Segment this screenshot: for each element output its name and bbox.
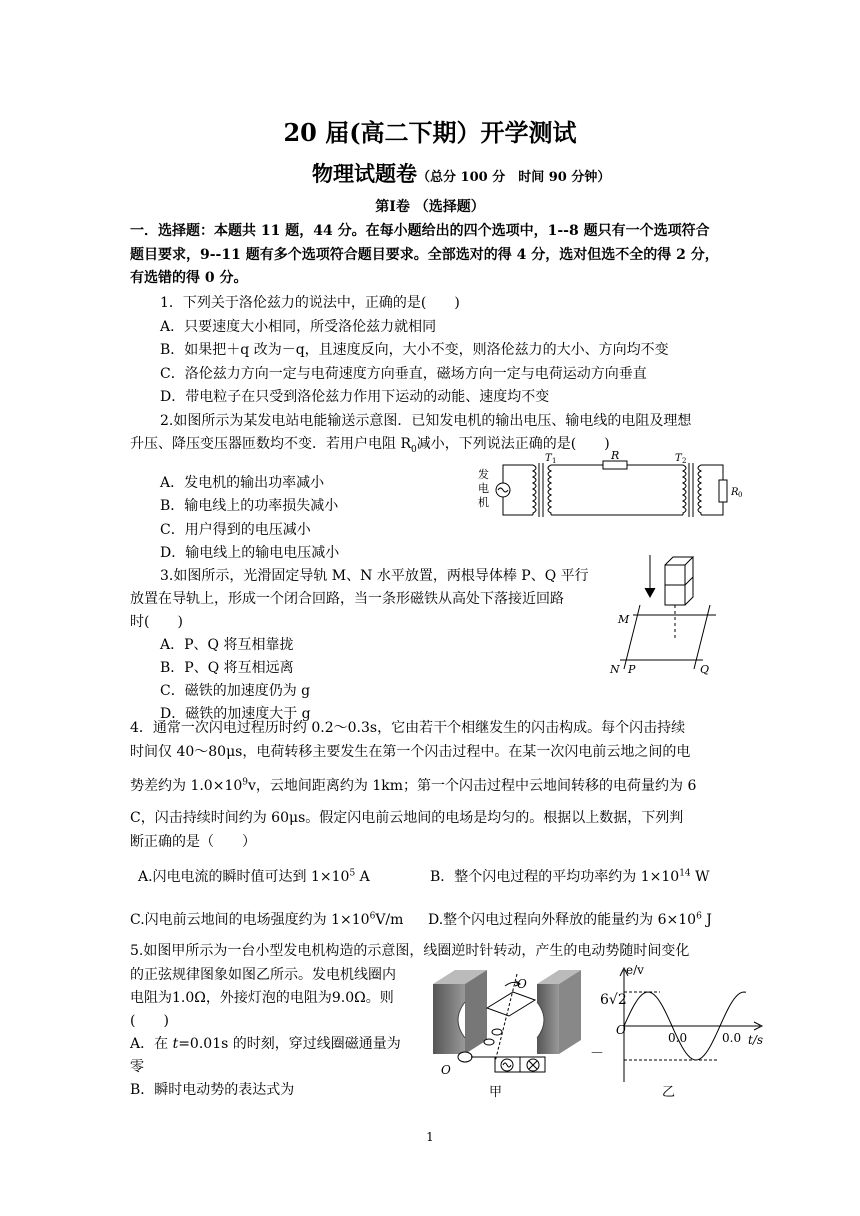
q4-stem-line: 时间仅 40～80μs，电荷转移主要发生在第一个闪击过程中。在某一次闪电前云地之间的电	[130, 744, 691, 760]
q5-variable: t	[172, 1036, 179, 1052]
subtitle-note: （总分 100 分 时间 90 分钟）	[417, 170, 611, 185]
rod-q-label: Q	[700, 663, 710, 676]
q3-option-a: A．P、Q 将互相靠拢	[160, 637, 294, 653]
transformer-t1-primary	[533, 465, 536, 515]
q1-option-c: C．洛伦兹力方向一定与电荷速度方向垂直，磁场方向一定与电荷运动方向垂直	[160, 366, 647, 382]
q3-stem-line: 3.如图所示，光滑固定导轨 M、N 水平放置，两根导体棒 P、Q 平行	[160, 568, 589, 584]
q4-option-text: D.整个闪电过程向外释放的能量约为 6×10	[428, 912, 697, 928]
t2-label: T	[675, 453, 682, 464]
transformer-t1-secondary	[548, 465, 551, 515]
q5-text: =0.01s 的时刻，穿过线圈磁通量为	[178, 1036, 401, 1052]
rail-n-label: N	[610, 663, 620, 676]
origin-label: O	[616, 1023, 626, 1037]
x-tick-label: 0.0	[668, 1031, 688, 1045]
q4-superscript: 5	[349, 868, 356, 879]
q3-stem-line: 放置在导轨上，形成一个闭合回路，当一条形磁铁从高处下落接近回路	[130, 591, 564, 607]
r0-subscript: 0	[738, 491, 743, 499]
resistor-r0	[719, 480, 727, 502]
r0-label: R	[731, 487, 739, 498]
power-transmission-diagram	[475, 450, 755, 525]
subtitle: 物理试题卷	[312, 161, 417, 186]
subtitle-block	[312, 158, 610, 188]
magnet-rail-diagram	[608, 545, 738, 680]
q3-option-c: C．磁铁的加速度仍为 g	[160, 683, 311, 699]
q4-stem-line: 断正确的是（ ）	[130, 834, 256, 850]
generator-structure-diagram	[425, 962, 585, 1100]
rod-p-label: P	[628, 663, 636, 676]
q4-stem-line	[130, 775, 696, 795]
rail-m-label: M	[618, 613, 630, 626]
q2-stem-text: 减小，下列说法正确的是( )	[416, 436, 610, 452]
q5-stem-line: 5.如图甲所示为一台小型发电机构造的示意图，线圈逆时针转动，产生的电动势随时间变化	[130, 943, 690, 959]
q2-option-c: C．用户得到的电压减小	[160, 522, 311, 538]
q4-superscript: 6	[369, 911, 376, 922]
section-instruction-line: 题目要求，9--11 题有多个选项符合题目要求。全部选对的得 4 分，选对但选不全的得 2 分，	[130, 247, 719, 263]
q4-option-b	[430, 866, 710, 886]
generator-label: 电	[478, 482, 489, 495]
q4-superscript: 6	[696, 911, 702, 922]
q4-option-text: A.闪电电流的瞬时值可达到 1×10	[138, 869, 350, 885]
q5-option-a-cont: 零	[130, 1059, 144, 1075]
rotation-axis	[495, 974, 517, 1062]
q4-superscript: 14	[679, 868, 691, 879]
q4-superscript: 9	[242, 777, 248, 788]
q3-option-d: D．磁铁的加速度大于 g	[160, 706, 311, 722]
q2-option-d: D．输电线上的输电电压减小	[160, 545, 340, 561]
q4-option-text: V/m	[375, 912, 404, 928]
q4-option-text: B．整个闪电过程的平均功率约为 1×10	[430, 869, 680, 885]
axis-label-bottom: O	[441, 1063, 451, 1077]
q4-option-text: A	[355, 869, 370, 885]
q5-stem-line: 电阻为1.0Ω，外接灯泡的电阻为9.0Ω。则	[130, 990, 394, 1006]
transformer-t2-secondary	[698, 465, 701, 515]
q5-option-b: B．瞬时电动势的表达式为	[130, 1082, 295, 1098]
q4-option-text: W	[690, 869, 710, 885]
volume-heading: 第Ⅰ卷 （选择题）	[375, 199, 485, 215]
q4-stem-line: 4．通常一次闪电过程历时约 0.2～0.3s，它由若干个相继发生的闪击构成。每个闪击持续	[130, 720, 686, 736]
x-axis-label: t/s	[748, 1033, 764, 1047]
section-instruction-line: 有选错的得 0 分。	[130, 270, 248, 286]
q3-stem-line: 时( )	[130, 614, 183, 630]
q2-option-b: B．输电线上的功率损失减小	[160, 498, 339, 514]
q5-option-a	[130, 1033, 401, 1053]
t1-subscript: 1	[552, 457, 557, 465]
q5-stem-line: 的正弦规律图象如图乙所示。发电机线圈内	[130, 967, 396, 983]
generator-label: 发	[478, 468, 489, 481]
section-instruction-line: 一．选择题：本题共 11 题，44 分。在每小题给出的四个选项中，1--8 题只有一个选项符合	[130, 223, 710, 239]
q5-text: A．在	[130, 1036, 173, 1052]
q2-stem-text: 升压、降压变压器匝数均不变．若用户电阻 R	[130, 436, 411, 452]
q1-option-a: A．只要速度大小相同，所受洛伦兹力就相同	[160, 319, 437, 335]
q1-option-d: D．带电粒子在只受到洛伦兹力作用下运动的动能、速度均不变	[160, 389, 550, 405]
emf-time-graph	[598, 962, 770, 1100]
q4-option-text: C.闪电前云地间的电场强度约为 1×10	[130, 912, 370, 928]
q3-option-b: B．P、Q 将互相远离	[160, 660, 294, 676]
q4-option-d	[428, 909, 712, 929]
figure-jia-caption: 甲	[489, 1085, 503, 1100]
q1-option-b: B．如果把＋q 改为－q，且速度反向，大小不变，则洛伦兹力的大小、方向均不变	[160, 342, 669, 358]
q4-option-c	[130, 909, 403, 929]
page-number: 1	[426, 1130, 434, 1144]
y-axis-label: e/v	[626, 963, 644, 977]
axis-label-top: O	[517, 977, 527, 991]
transformer-t2-primary	[683, 465, 686, 515]
generator-label: 机	[478, 496, 489, 509]
q1-stem: 1．下列关于洛伦兹力的说法中，正确的是( )	[160, 295, 460, 311]
peak-value-label: 6√2	[600, 992, 627, 1008]
q2-stem-subscript: 0	[411, 444, 417, 455]
x-tick-label: 0.0	[722, 1031, 742, 1045]
resistor-r	[603, 461, 627, 469]
q2-stem-line: 2.如图所示为某发电站电能输送示意图．已知发电机的输出电压、输电线的电阻及理想	[160, 413, 692, 429]
r-label: R	[611, 450, 620, 462]
t2-subscript: 2	[682, 457, 687, 465]
q4-option-a	[138, 866, 370, 886]
q2-option-a: A．发电机的输出功率减小	[160, 475, 325, 491]
q4-text: v，云地间距离约为 1km；第一个闪击过程中云地间转移的电荷量约为 6	[248, 778, 697, 794]
coil	[487, 992, 535, 1016]
page-title: 20 届(高二下期）开学测试	[283, 118, 577, 147]
q5-stem-line: ( )	[130, 1013, 169, 1029]
q4-option-text: J	[701, 912, 712, 928]
q4-text: 势差约为 1.0×10	[130, 778, 243, 794]
q5-dash: －	[590, 1046, 604, 1062]
figure-yi-caption: 乙	[662, 1085, 676, 1100]
q4-stem-line: C，闪击持续时间约为 60μs。假定闪电前云地间的电场是均匀的。根据以上数据，下列判	[130, 810, 684, 826]
t1-label: T	[545, 453, 552, 464]
